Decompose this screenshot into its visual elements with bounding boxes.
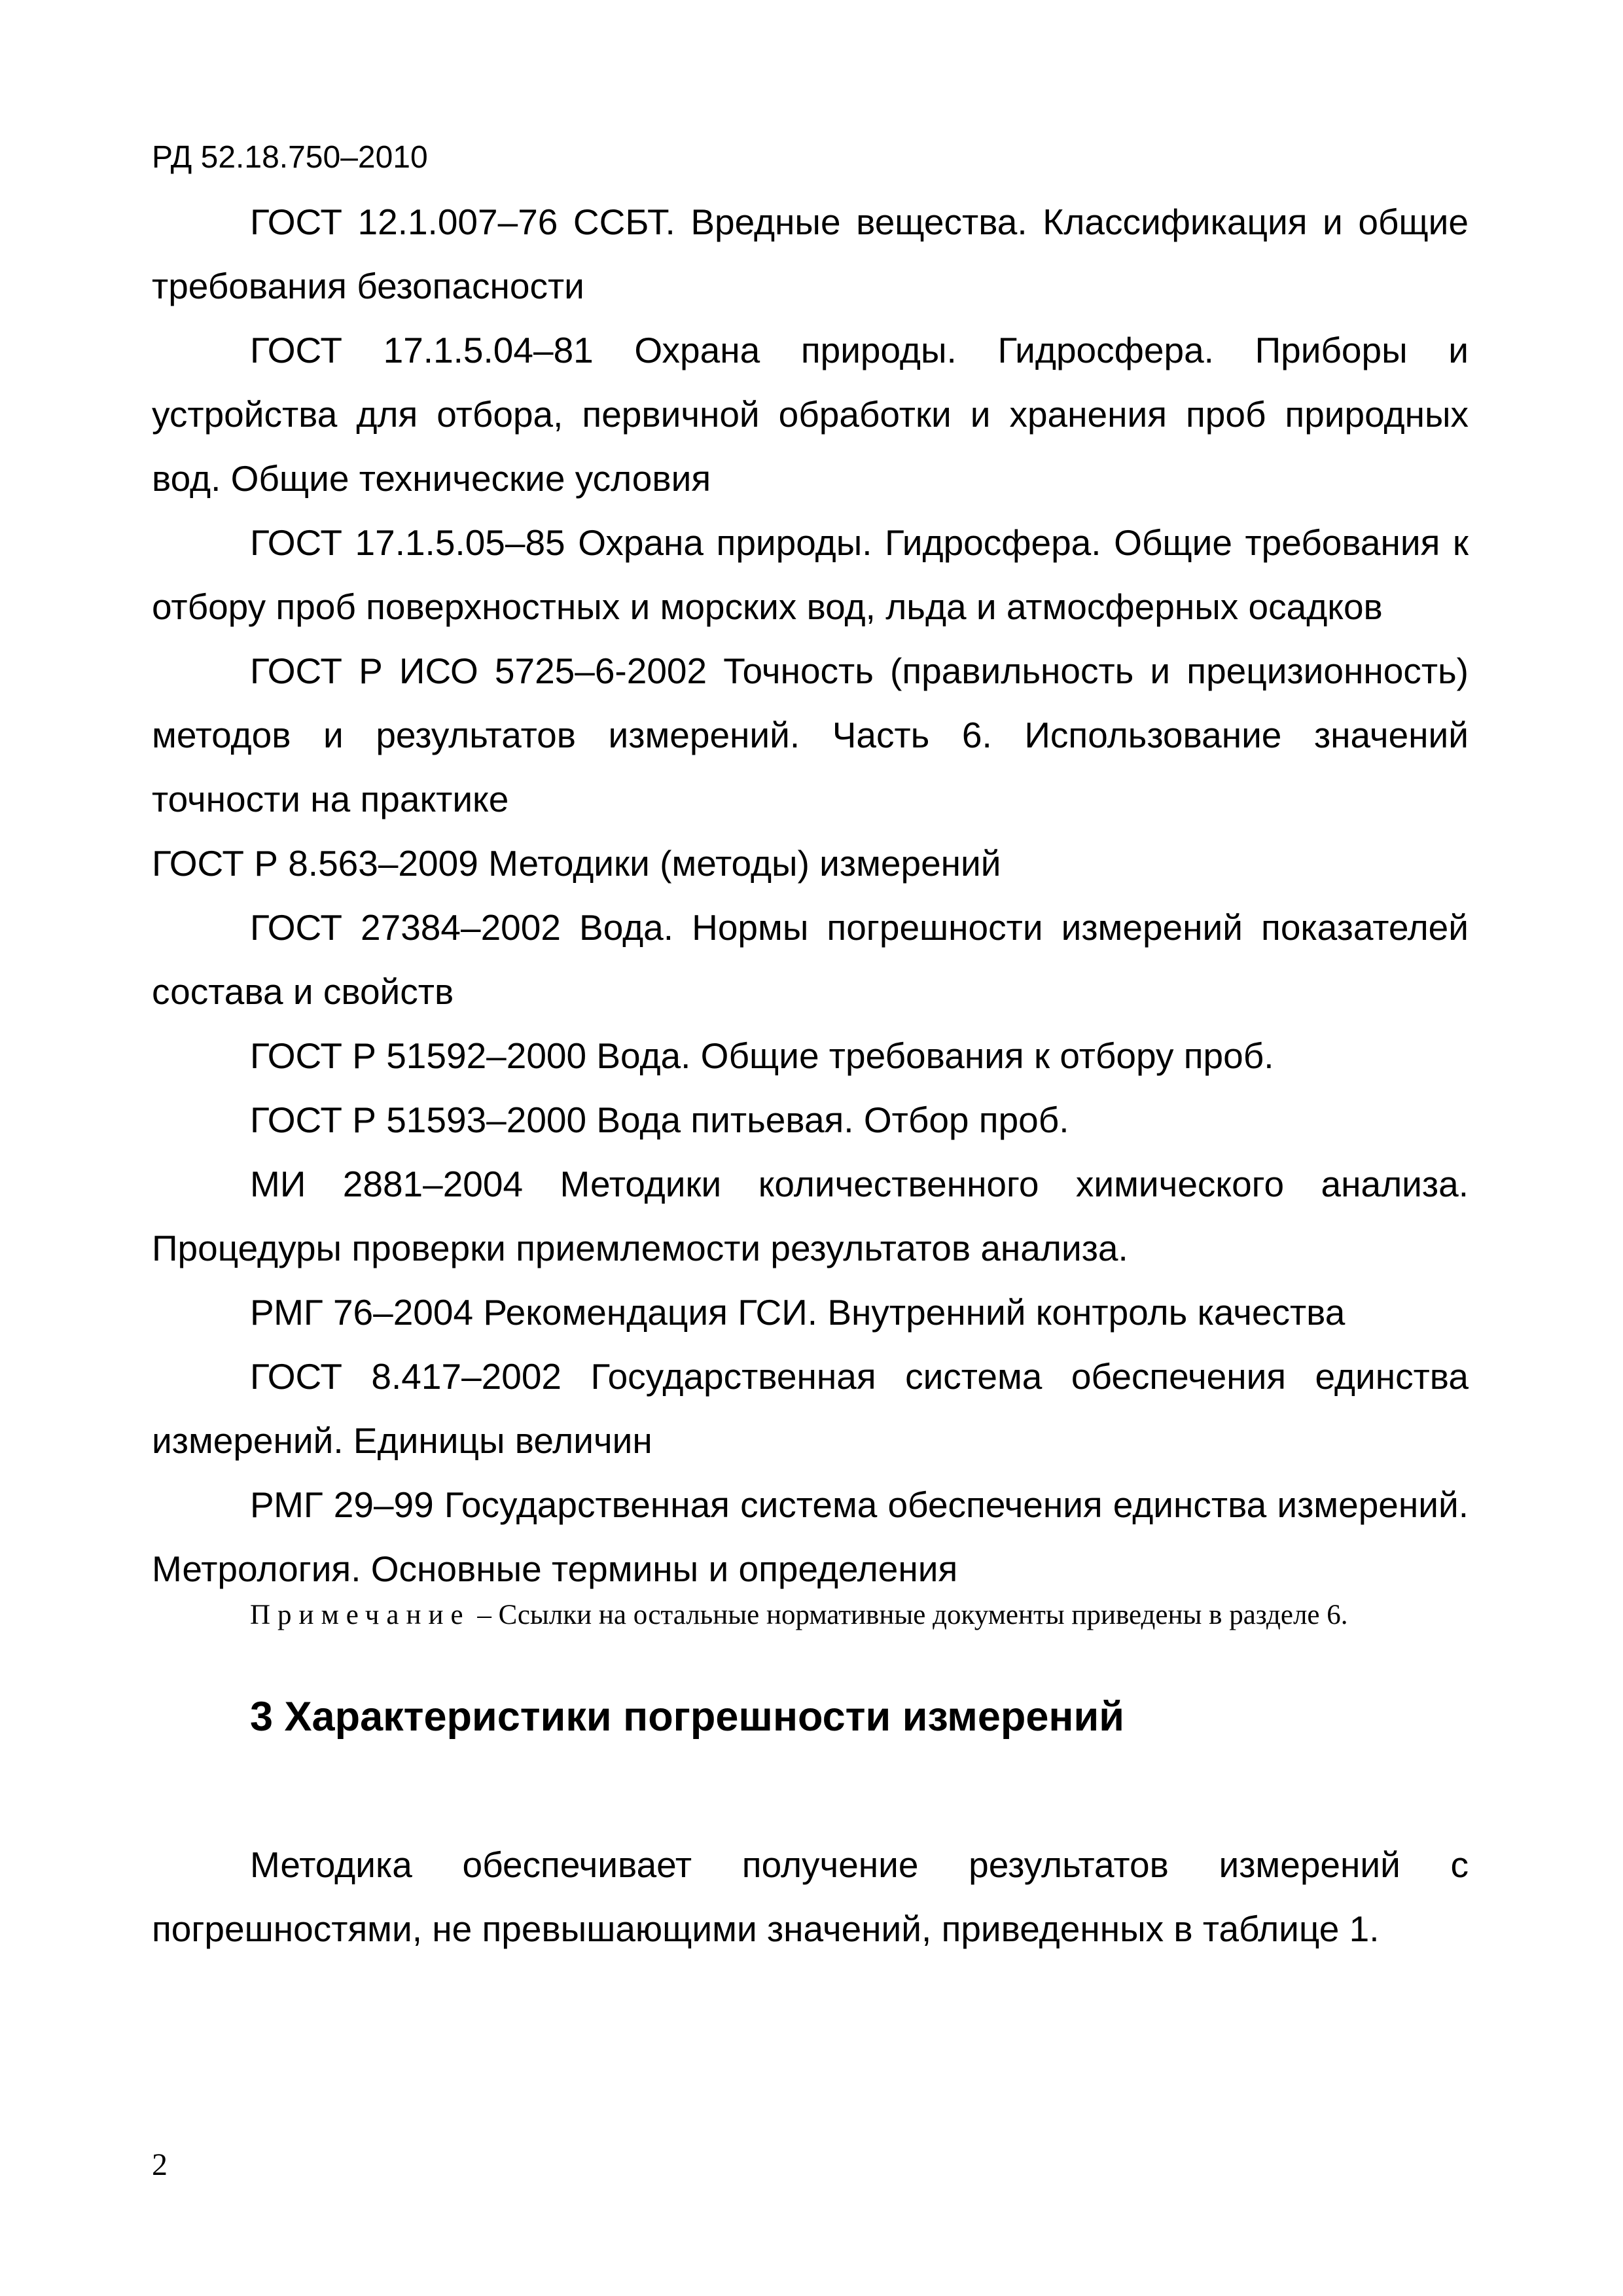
reference-item: ГОСТ Р 51593–2000 Вода питьевая. Отбор проб. [250,1100,1069,1140]
reference-item: ГОСТ 27384–2002 Вода. Нормы погрешности измерений показателей состава и свойств [152,907,1469,1012]
section-paragraph: Методика обеспечивает получение результатов измерений с погрешностями, не превышающими значений, приведенных в таблице 1. [152,1844,1469,1949]
note-text: – Ссылки на остальные нормативные документы приведены в разделе 6. [470,1600,1348,1630]
reference-item: РМГ 76–2004 Рекомендация ГСИ. Внутренний контроль качества [250,1292,1346,1333]
reference-item: ГОСТ 17.1.5.05–85 Охрана природы. Гидросфера. Общие требования к отбору проб поверхностных и морских вод, льда и атмосферных осадков [152,522,1469,627]
reference-item: РМГ 29–99 Государственная система обеспечения единства измерений. Метрология. Основные термины и определения [152,1484,1469,1589]
reference-item: ГОСТ 8.417–2002 Государственная система обеспечения единства измерений. Единицы величин [152,1356,1469,1461]
page-number: 2 [152,2147,168,2182]
document-code: РД 52.18.750–2010 [152,140,428,175]
reference-item: ГОСТ 12.1.007–76 ССБТ. Вредные вещества. Классификация и общие требования безопасности [152,202,1469,306]
references-note [250,1596,1469,1635]
note-label: Примечание [250,1600,471,1630]
reference-item: МИ 2881–2004 Методики количественного химического анализа. Процедуры проверки приемлемости результатов анализа. [152,1164,1469,1268]
reference-item: ГОСТ Р ИСО 5725–6-2002 Точность (правильность и прецизионность) методов и результатов измерений. Часть 6. Использование значений точности на практике [152,651,1469,819]
reference-item: ГОСТ 17.1.5.04–81 Охрана природы. Гидросфера. Приборы и устройства для отбора, первичной обработки и хранения проб природных вод. Общие технические условия [152,330,1469,499]
normative-references-list [152,190,1469,1601]
reference-item: ГОСТ Р 8.563–2009 Методики (методы) измерений [152,843,1001,884]
section-title: 3 Характеристики погрешности измерений [250,1694,1124,1740]
reference-item: ГОСТ Р 51592–2000 Вода. Общие требования к отбору проб. [250,1035,1274,1076]
